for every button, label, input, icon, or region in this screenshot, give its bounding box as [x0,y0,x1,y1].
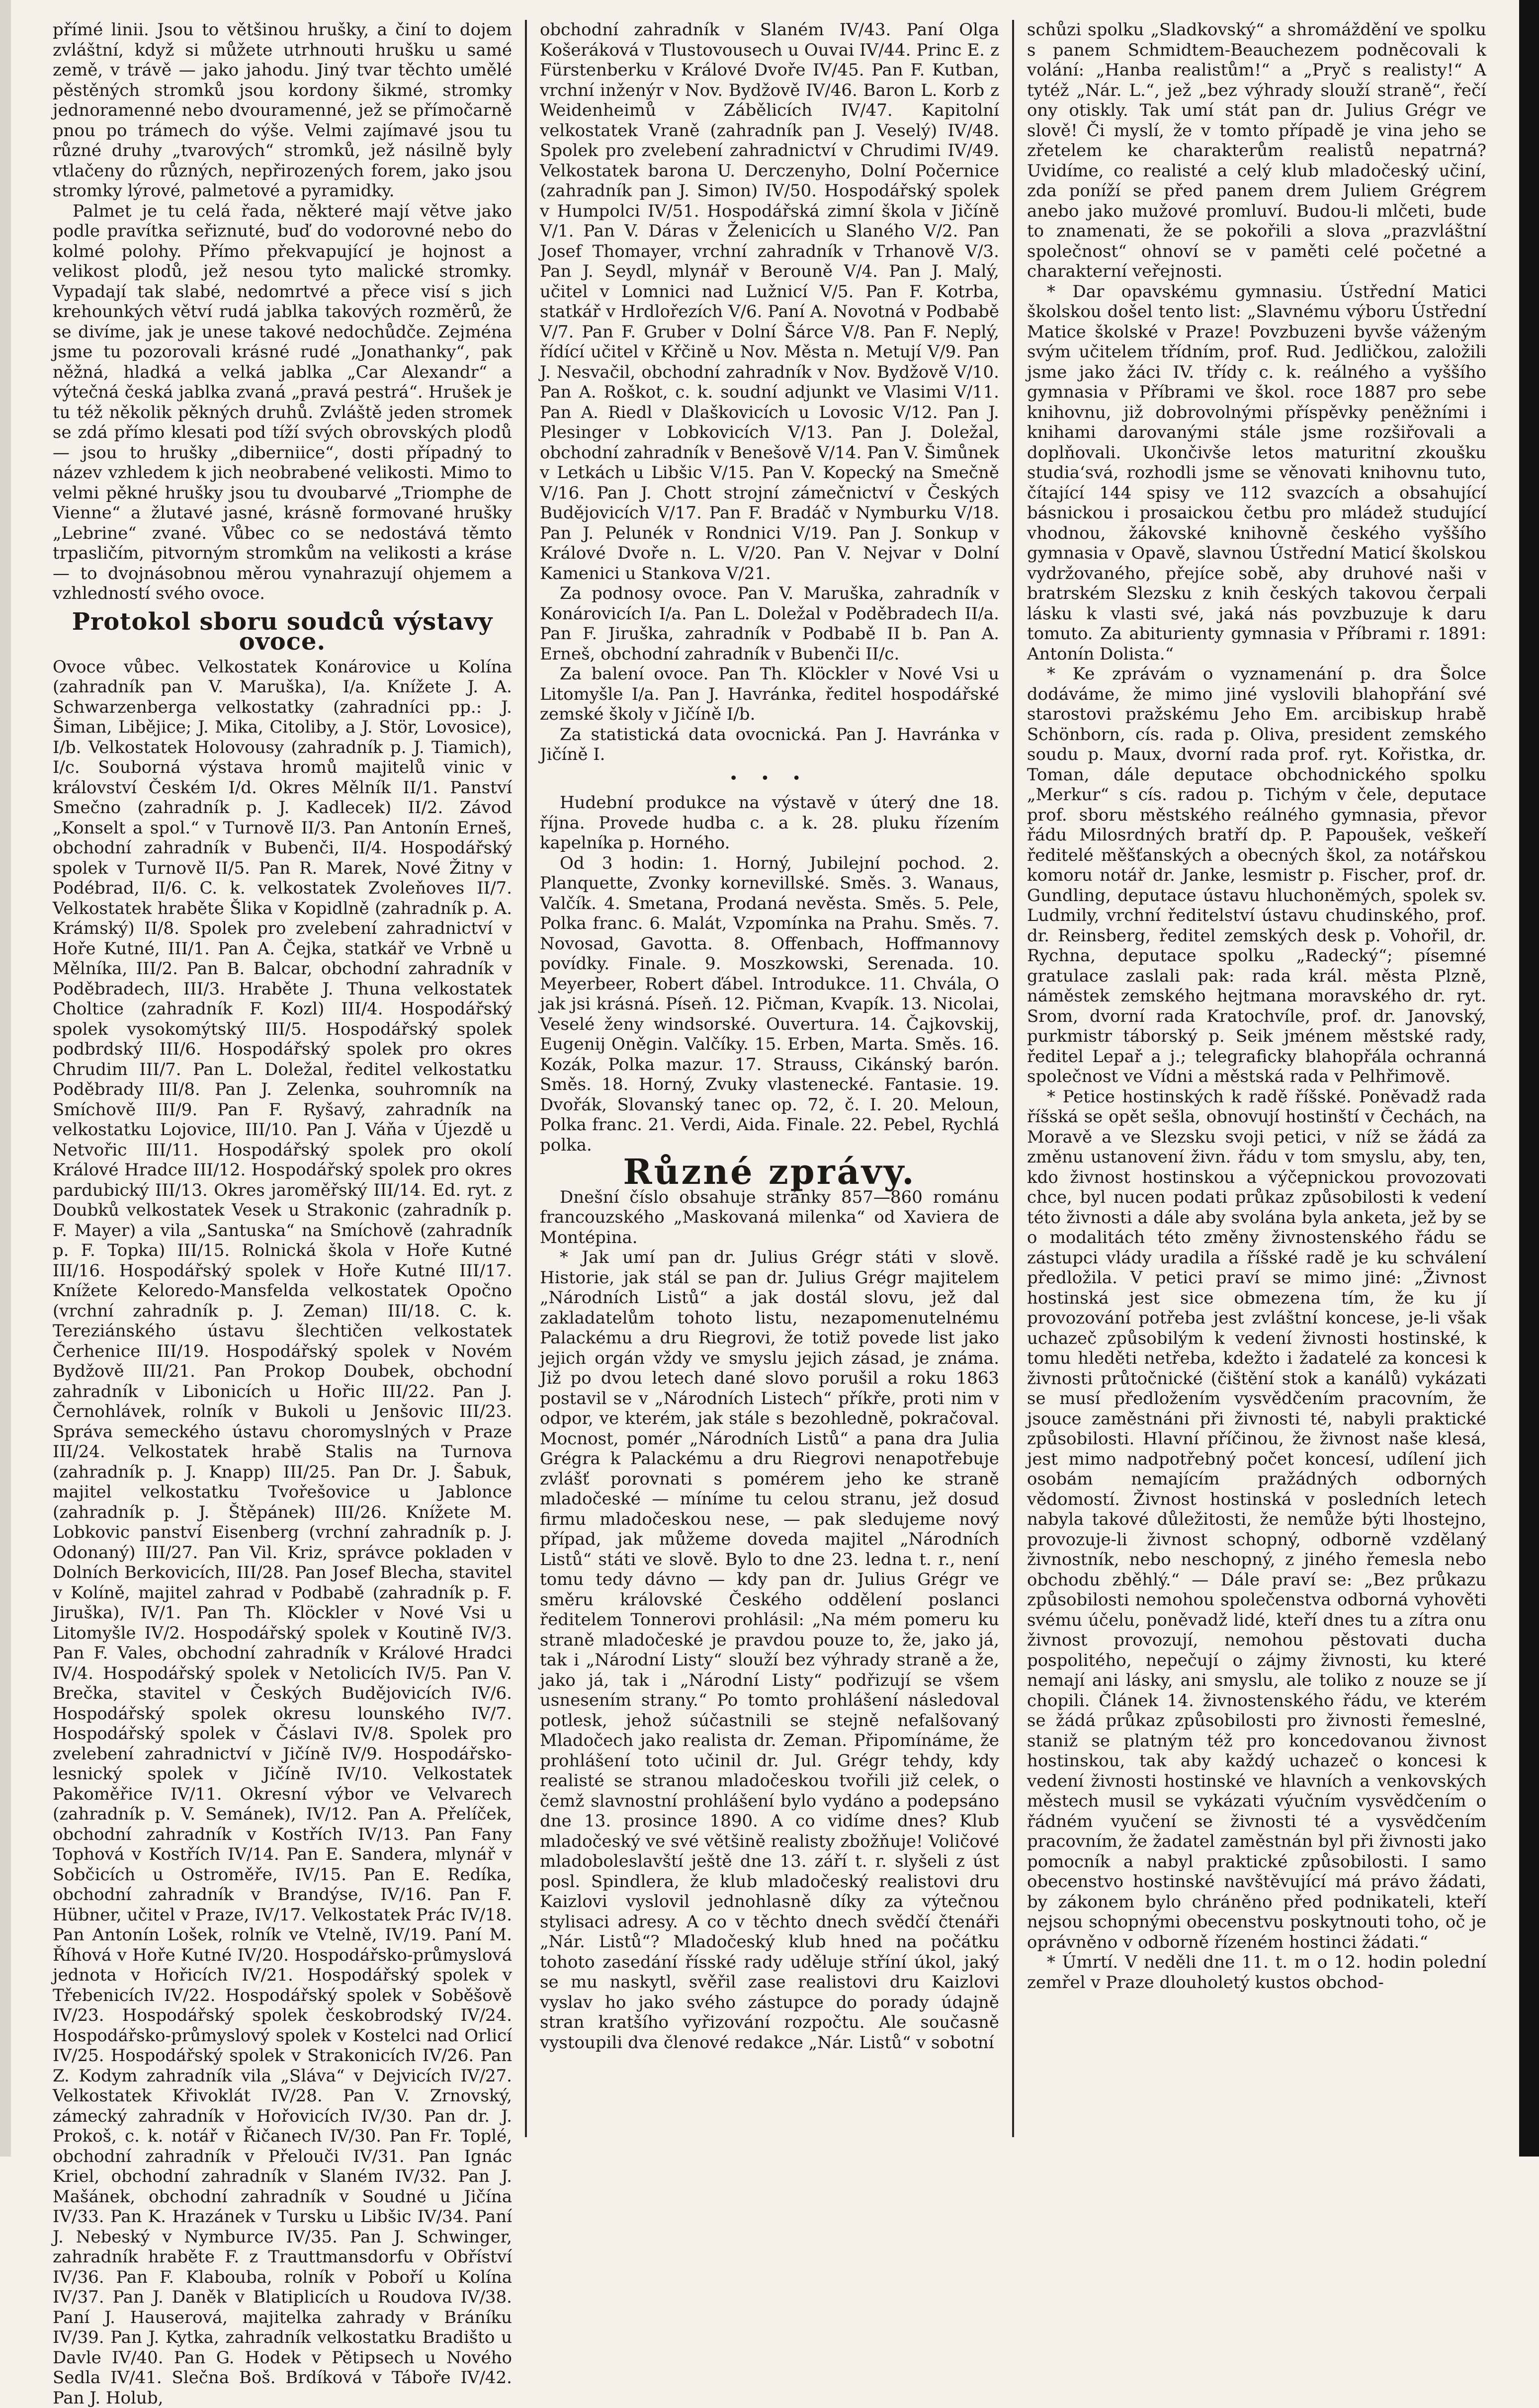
column-divider [1012,20,1014,2137]
column-2 [531,20,1008,2137]
article-paragraph: * Jak umí pan dr. Julius Grégr státi v slově. Historie, jak stál se pan dr. Julius Grégr majitelem „Národních Listů“ a jak dostál slovu, jež dal zakladatelům tohoto listu, nezapomenutelnému Palackému a dru Riegrovi, že totiž povede list jako jejich orgán vždy ve smyslu jejich zásad, je známa. Již po dvou letech dané slovo porušil a roku 1863 postavil se v „Národních Listech“ příkře, proti nim v odpor, ve kterém, jak stále s bezohledně, pokračoval. Mocnost, pomér „Národních Listů“ a pana dra Julia Grégra k Palackému a dru Riegrovi nenapotřebuje zvlášť porovnati s pomérem jeho ke straně mladočeské — míníme tu celou stranu, jež dosud firmu mladočeskou nese, — pak sledujeme nový případ, jak můžeme doveda majitel „Národních Listů“ státi ve slově. Bylo to dne 23. ledna t. r., není tomu tedy dávno — kdy pan dr. Julius Grégr ve směru královské Českého oddělení poslanci ředitelem Tonnerovi prohlásil: „Na mém pomeru ku straně mladočeské je pravdou pouze to, že, jako já, tak i „Národní Listy“ slouží bez výhrady straně a že, jako já, tak i „Národní Listy“ podřizují se všem usnesením strany.“ Po tomto prohlášení následoval potlesk, jehož súčastnili se stejně nefalšovaný Mladočech jako realista dr. Zeman. Připomínáme, že prohlášení toto učinil dr. Jul. Grégr tehdy, kdy realisté se stranou mladočeskou tvořili již celek, o čemž slavnostní prohlášení bylo vydáno a podepsáno dne 13. prosince 1890. A co vidíme dnes? Klub mladočeský ve své většině realisty zbožňuje! Voličové mladoboleslavští ještě dne 13. září t. r. slyšeli z úst posl. Spindlera, že klub mladočeský realistovi dru Kaizlovi vyslovil jednohlasně díky za výtečnou stylisaci adresy. A co v těchto dnech svědčí čtenáři „Nár. Listů“? Mladočeský klub hned na počátku tohoto zasedání řísské rady uděluje stříní úkol, jaký se mu naskytl, svěřil zase realistovi dru Kaizlovi vyslav ho jako svého zástupce do porady údajně stran kratšího vyřizování rozpočtu. Ale současně vystoupili dva členové redakce „Nár. Listů“ v sobotní [540,1247,999,2053]
article-paragraph: Za podnosy ovoce. Pan V. Maruška, zahradník v Konárovicích I/a. Pan L. Doležal v Poděbradech II/a. Pan F. Jiruška, zahradník v Podbabě II b. Pan A. Erneš, obchodní zahradník v Bubenči II/c. [540,583,999,664]
article-paragraph: schůzi spolku „Sladkovský“ a shromáždění ve spolku s panem Schmidtem-Beauchezem podněcovali k volání: „Hanba realistům!“ a „Pryč s realisty!“ A tytéž „Nár. L.“, jež „bez výhrady slouží straně“, řečí ony otiskly. Tak umí stát pan dr. Julius Grégr ve slově! Či myslí, že v tomto případě je vina jeho se zřetelem ke charakterům realistů nepatrná? Uvidíme, co realisté a celý klub mladočeský učiní, zda poníží se před panem drem Juliem Grégrem anebo jako mužové promluví. Budou-li mlčeti, bude to znamenati, že se pokořili a slova „prazvláštní společnost“ ohnoví se v paměti celé početné a charakterní veřejnosti. [1027,20,1486,282]
article-paragraph: * Petice hostinských k radě říšské. Poněvadž rada říšská se opět sešla, obnovují hostinští v Čechách, na Moravě a ve Slezsku svoji petici, v níž se žádá za změnu ustanovení živn. řádu v tom smyslu, aby, ten, kdo živnost hostinskou a výčepnickou provozovati chce, byl nucen podati průkaz způsobilosti k vedení této živnosti a dále aby svolána byla anketa, jež by se o modalitách této změny živnostenského řádu se zástupci vlády uradila a říšské radě je ku schválení předložila. V petici praví se mimo jiné: „Živnost hostinská jest sice obmezena tím, že ku jí provozování potřeba jest zvláštní koncese, je-li však uchazeč způsobilým k vedení živnosti hostinské, k tomu hleděti netřeba, kdežto i žadatelé za koncesi k živnosti průtočnické (čištění stok a kanálů) vykázati se musí předložením vysvědčením pracovním, že jsouce zaměstnáni při živnosti té, nabyli praktické způsobilosti. Hlavní příčinou, že živnost naše klesá, jest mimo nadpotřebný počet koncesí, udílení jich osobám nemajícím pražádných odborných vědomostí. Živnost hostinská v posledních letech nabyla takové důležitosti, že nemůže býti lhostejno, provozuje-li živnost schopný, odborně vzdělaný živnostník, nebo neschopný, z jiného řemesla nebo obchodu zběhlý.“ — Dále praví se: „Bez průkazu způsobilosti nemohou společenstva odborná vyhověti svému účelu, poněvadž lidé, kteří dnes tu a zítra onu živnost provozují, nemohou pěstovati ducha pospolitého, nepečují o zájmy živnosti, ku které nemají ani lásky, ani smyslu, ale toliko z nouze se jí chopili. Článek 14. živnostenského řádu, ve kterém se žádá průkaz způsobilosti pro živnosti řemeslné, staniž se platným též pro koncedovanou živnost hostinskou, tak aby každý uchazeč o koncesi k vedení živnosti hostinské ve hlavních a venkovských městech musil se vykázati výučním vysvědčením o řádném vyučení se živnosti té a vysvědčením pracovním, že žadatel zaměstnán byl při živnosti jako pomocník a nabyl praktické způsobilosti. I samo obecenstvo hostinské navštěvující má právo žádati, by zákonem bylo chráněno před podnikateli, kteří nejsou schopnými obecenstvu poskytnouti toho, oč je oprávněno v odborně řízeném hostinci žádati.“ [1027,1087,1486,1953]
article-paragraph: * Úmrtí. V neděli dne 11. t. m o 12. hodin polední zemřel v Praze dlouholetý kustos obchod- [1027,1952,1486,1993]
page-right-edge [1519,0,1539,2157]
article-paragraph: přímé linii. Jsou to většinou hrušky, a činí to dojem zvláštní, když si můžete utrhnouti hrušku u samé země, v trávě — jako jahodu. Jiný tvar těchto umělé pěstěných stromků jsou kordony šikmé, stromky jednoramenné nebo dvouramenné, jež se přímočarně pnou po trámech do výše. Velmi zajímavé jsou tu různé druhy „tvarových“ stromků, jež násilně byly vtlačeny do různých, nepřirozených forem, jako jsou stromky lýrové, palmetové a pyramidky. [53,20,512,201]
section-heading-ruzne-zpravy: Různé zprávy. [540,1162,999,1182]
newspaper-page [44,20,1495,2137]
article-paragraph: Za balení ovoce. Pan Th. Klöckler v Nové Vsi u Litomyšle I/a. Pan J. Havránka, ředitel hospodářské zemské školy v Jičíně I/b. [540,664,999,725]
section-heading-protokol: Protokol sboru soudců výstavy ovoce. [53,612,512,652]
article-paragraph: Ovoce vůbec. Velkostatek Konárovice u Kolína (zahradník pan V. Maruška), I/a. Knížete J. A. Schwarzenberga velkostatky (zahradníci pp.: J. Šiman, Libějice; J. Mika, Citoliby, a J. Stör, Lovosice), I/b. Velkostatek Holovousy (zahradník p. J. Tiamich), I/c. Souborná výstava hromů majitelů vinic v království Českém I/d. Okres Mělník II/1. Panství Smečno (zahradník p. J. Kadlecek) II/2. Závod „Konselt a spol.“ v Turnově II/3. Pan Antonín Erneš, obchodní zahradník v Bubenči, II/4. Hospodářský spolek v Turnově II/5. Pan R. Marek, Nové Žitny v Podébrad, II/6. C. k. velkostatek Zvoleňoves II/7. Velkostatek hraběte Šlika v Kopidlně (zahradník p. A. Krámský) II/8. Spolek pro zvelebení zahradnictví v Hoře Kutné, III/1. Pan A. Čejka, statkář ve Vrbně u Mělníka, III/2. Pan B. Balcar, obchodní zahradník v Poděbradech, III/3. Hraběte J. Thuna velkostatek Choltice (zahradník F. Kozl) III/4. Hospodářský spolek vysokomýtský III/5. Hospodářský spolek podbrdský III/6. Hospodářský spolek pro okres Chrudim III/7. Pan L. Doležal, ředitel velkostatku Poděbrady III/8. Pan J. Zelenka, souhromník na Smíchově III/9. Pan F. Ryšavý, zahradník na velkostatku Lojovice, III/10. Pan J. Váňa v Újezdě u Netvořic III/11. Hospodářský spolek pro okolí Králové Hradce III/12. Hospodářský spolek pro okres pardubický III/13. Okres jaroměřský III/14. Ed. ryt. z Doubků velkostatek Vesek u Strakonic (zahradník p. F. Mayer) a vila „Santuska“ na Smíchově (zahradník p. F. Topka) III/15. Rolnická škola v Hoře Kutné III/16. Hospodářský spolek v Hoře Kutné III/17. Knížete Keloredo-Mansfelda velkostatek Opočno (vrchní zahradník p. J. Zeman) III/18. C. k. Tereziánského ústavu šlechtičen velkostatek Čerhenice III/19. Hospodářský spolek v Novém Bydžově III/21. Pan Prokop Doubek, obchodní zahradník v Libonicích u Hořic III/22. Pan J. Černohlávek, rolník v Bukoli u Jenšovic III/23. Správa semeckého ústavu choromyslných v Praze III/24. Velkostatek hrabě Stalis na Turnova (zahradník p. J. Knapp) III/25. Pan Dr. J. Šabuk, majitel velkostatku Tvořešovice u Jablonce (zahradník p. J. Štěpánek) III/26. Knížete M. Lobkovic panství Eisenberg (vrchní zahradník p. J. Odonaný) III/27. Pan Vil. Kriz, správce pokladen v Dolních Berkovicích, III/28. Pan Josef Blecha, stavitel v Kolíně, majitel zahrad v Podbabě (zahradník p. F. Jiruška), IV/1. Pan Th. Klöckler v Nové Vsi u Litomyšle IV/2. Hospodářský spolek v Koutině IV/3. Pan F. Vales, obchodní zahradník v Králové Hradci IV/4. Hospodářský spolek v Netolicích IV/5. Pan V. Brečka, stavitel v Českých Budějovicích IV/6. Hospodářský spolek okresu lounského IV/7. Hospodářský spolek v Čáslavi IV/8. Spolek pro zvelebení zahradnictví v Jičíně IV/9. Hospodářsko-lesnický spolek v Jičíně IV/10. Velkostatek Pakoměřice IV/11. Okresní výbor ve Velvarech (zahradník p. V. Semánek), IV/12. Pan A. Přelíček, obchodní zahradník v Kostřích IV/13. Pan Fany Tophová v Kostřích IV/14. Pan E. Sandera, mlynář v Sobčicích u Ostroměře, IV/15. Pan E. Redíka, obchodní zahradník v Brandýse, IV/16. Pan F. Hübner, učitel v Praze, IV/17. Velkostatek Prác IV/18. Pan Antonín Lošek, rolník ve Vtelně, IV/19. Paní M. Říhová v Hoře Kutné IV/20. Hospodářsko-průmyslová jednota v Hořicích IV/21. Hospodářský spolek v Třebenicích IV/22. Hospodářský spolek v Soběšově IV/23. Hospodářský spolek českobrodský IV/24. Hospodářsko-průmyslový spolek v Kostelci nad Orlicí IV/25. Hospodářský spolek v Strakonicích IV/26. Pan Z. Kodym zahradník vila „Sláva“ v Dejvicích IV/27. Velkostatek Křivoklát IV/28. Pan V. Zrnovský, zámecký zahradník v Hořovicích IV/30. Pan dr. J. Prokoš, c. k. notář v Řičanech IV/30. Pan Fr. Toplé, obchodní zahradník v Přelouči IV/31. Pan Ignác Kriel, obchodní zahradník v Slaném IV/32. Pan J. Mašánek, obchodní zahradník v Soudné u Jičína IV/33. Pan K. Hrazánek v Tursku u Libšic IV/34. Paní J. Nebeský v Nymburce IV/35. Pan J. Schwinger, zahradník hraběte F. z Trauttmansdorfu v Obříství IV/36. Pan F. Klabouba, rolník v Poboří u Kolína IV/37. Pan J. Daněk v Blatiplicích u Roudova IV/38. Paní J. Hauserová, majitelka zahrady v Bráníku IV/39. Pan J. Kytka, zahradník velkostatku Bradišto u Davle IV/40. Pan G. Hodek v Pětipsech u Nového Sedla IV/41. Slečna Boš. Brdíková v Táboře IV/42. Pan J. Holub, [53,657,512,2408]
article-paragraph: Dnešní číslo obsahuje stránky 857—860 románu francouzského „Maskovaná milenka“ od Xaviera de Montépina. [540,1187,999,1248]
page-left-margin [0,0,11,2157]
column-divider [525,20,527,2137]
article-paragraph: Palmet je tu celá řada, některé mají větve jako podle pravítka seřiznuté, buď do vodorovné nebo do kolmé polohy. Přímo překvapující je hojnost a velikost plodů, jež nesou tyto malické stromky. Vypadají tak slabé, nedomrtvé a přece visí s jich krehounkých větví rudá jablka takových rozměrů, že se divíme, jak je unese takové nedochůdče. Zejména jsme tu pozorovali krásné rudé „Jonathanky“, pak něžná, hladká a velká jablka „Car Alexandr“ a výtečná česká jablka zvaná „pravá pestrá“. Hrušek je tu též několik pěkných druhů. Zvláště jeden stromek se zdá přímo klesati pod tíží svých obrovských plodů — jsou to hrušky „diberniice“, dosti případný to název vzhledem k jich neobrabené velikosti. Mimo to velmi pěkné hrušky jsou tu dvoubarvé „Triomphe de Vienne“ a žlutavé jasné, krásně formované hrušky „Lebrine“ zvané. Vůbec co se nedostává těmto trpasličím, pitvorným stromkům na velikosti a kráse — to dvojnásobnou měrou vynahrazují ohjemem a vzhledností svého ovoce. [53,201,512,604]
article-paragraph: Za statistická data ovocnická. Pan J. Havránka v Jičíně I. [540,725,999,765]
article-paragraph: * Ke zprávám o vyznamenání p. dra Šolce dodáváme, že mimo jiné vyslovili blahopřání své starostovi pražskému Jeho Em. arcibiskup hrabě Schönborn, cís. rada p. Oliva, president zemského soudu p. Maux, dvorní rada prof. ryt. Kořistka, dr. Toman, dále deputace obchodnického spolku „Merkur“ s cís. radou p. Tichým v čele, deputace prof. sboru městského reálného gymnasia, převor řádu Milosrdných bratří dp. P. Papoušek, veškeří ředitelé měšťanských a obecných škol, za notářskou komoru notář dr. Janke, lesmistr p. Fischer, prof. dr. Gundling, deputace ústavu hluchoněmých, spolek sv. Ludmily, vrchní ředitelství ústavu chudinského, prof. dr. Reinsberg, ředitel zemských desk p. Vohořil, dr. Rychna, deputace spolku „Radecký“; písemné gratulace zaslali pak: rada král. města Plzně, náměstek zemského hejtmana moravského dr. ryt. Srom, dvorní rada Kratochvíle, prof. dr. Janovský, purkmistr táborský p. Seik jménem městské rady, ředitel Lepař a j.; telegraficky blahopřála ochranná společnost ve Vídni a městská rada v Pelhřimově. [1027,664,1486,1087]
column-1 [44,20,521,2137]
article-paragraph: * Dar opavskému gymnasiu. Ústřední Matici školskou došel tento list: „Slavnému výboru Ústřední Matice školské v Praze! Povzbuzeni byvše váženým svým učitelem třídním, prof. Rud. Jedličkou, založili jsme jako žáci IV. třídy c. k. reálného a vyššího gymnasia v Příbrami ve škol. roce 1887 pro sebe knihovnu, již dobrovolnými příspěvky peněžními i knihami darovanými stále jsme rozšiřovali a doplňovali. Ukončivše letos maturitní zkoušku studia‘svá, rozhodli jsme se věnovati knihovnu tuto, čítající 144 spisy ve 112 svazcích a obsahující básnickou i prosaickou četbu pro mládež studující vhodnou, žákovské knihovně českého vyššího gymnasia v Opavě, slavnou Ústřední Maticí školskou vydržovaného, přejíce sobě, aby druhové naši v bratrském Slezsku z knih českých takovou čerpali lásku k vlasti své, jaká nás povzbuzuje k daru tomuto. Za abiturienty gymnasia v Příbrami r. 1891: Antonín Dolista.“ [1027,282,1486,664]
section-separator: • • • [540,769,999,789]
article-paragraph: obchodní zahradník v Slaném IV/43. Paní Olga Košeráková v Tlustovousech u Ouvai IV/44. Princ E. z Fürstenberku v Králové Dvoře IV/45. Pan F. Kutban, vrchní inženýr v Nov. Bydžově IV/46. Baron L. Korb z Weidenheimů v Zábělicích IV/47. Kapitolní velkostatek Vraně (zahradník pan J. Veselý) IV/48. Spolek pro zvelebení zahradnictví v Chrudimi IV/49. Velkostatek barona U. Derczenyho, Dolní Počernice (zahradník pan J. Simon) IV/50. Hospodářský spolek v Humpolci IV/51. Hospodářská zimní škola v Jičíně V/1. Pan V. Dáras v Želenicích u Slaného V/2. Pan Josef Thomayer, vrchní zahradník v Trhanově V/3. Pan J. Seydl, mlynář v Berouně V/4. Pan J. Malý, učitel v Lomnici nad Lužnicí V/5. Pan F. Kotrba, statkář v Hrdlořezích V/6. Paní A. Novotná v Podbabě V/7. Pan F. Gruber v Dolní Šárce V/8. Pan F. Neplý, řídící učitel v Křčině u Nov. Města n. Metují V/9. Pan J. Nesvačil, obchodní zahradník v Nov. Bydžově V/10. Pan A. Roškot, c. k. soudní adjunkt ve Vlasimi V/11. Pan A. Riedl v Dlaškovicích u Lovosic V/12. Pan J. Plesinger v Lobkovicích V/13. Pan J. Doležal, obchodní zahradník v Benešově V/14. Pan V. Šimůnek v Letkách u Libšic V/15. Pan V. Kopecký na Smečně V/16. Pan J. Chott strojní zámečnictví v Českých Budějovicích V/17. Pan F. Bradáč v Nymburku V/18. Pan J. Pelunék v Rondnici V/19. Pan J. Sonkup v Králové Dvoře n. L. V/20. Pan V. Nejvar v Dolní Kamenici u Stankova V/21. [540,20,999,583]
article-paragraph: Od 3 hodin: 1. Horný, Jubilejní pochod. 2. Planquette, Zvonky kornevillské. Směs. 3. Wanaus, Valčík. 4. Smetana, Prodaná nevěsta. Směs. 5. Pele, Polka franc. 6. Malát, Vzpomínka na Prahu. Směs. 7. Novosad, Gavotta. 8. Offenbach, Hoffmannovy povídky. Finale. 9. Moszkowski, Serenada. 10. Meyerbeer, Robert ďábel. Introdukce. 11. Chvála, O jak jsi krásná. Píseň. 12. Pičman, Kvapík. 13. Nicolai, Veselé ženy windsorské. Ouvertura. 14. Čajkovskij, Eugenij Oněgin. Valčíky. 15. Erben, Marta. Směs. 16. Kozák, Polka mazur. 17. Strauss, Cikánský barón. Směs. 18. Horný, Zvuky vlastenecké. Fantasie. 19. Dvořák, Slovanský tanec op. 72, č. I. 20. Meloun, Polka franc. 21. Verdi, Aida. Finale. 22. Pebel, Rychlá polka. [540,853,999,1156]
article-paragraph: Hudební produkce na výstavě v úterý dne 18. října. Provede hudba c. a k. 28. pluku řízením kapelníka p. Horného. [540,793,999,853]
column-3 [1018,20,1495,2137]
